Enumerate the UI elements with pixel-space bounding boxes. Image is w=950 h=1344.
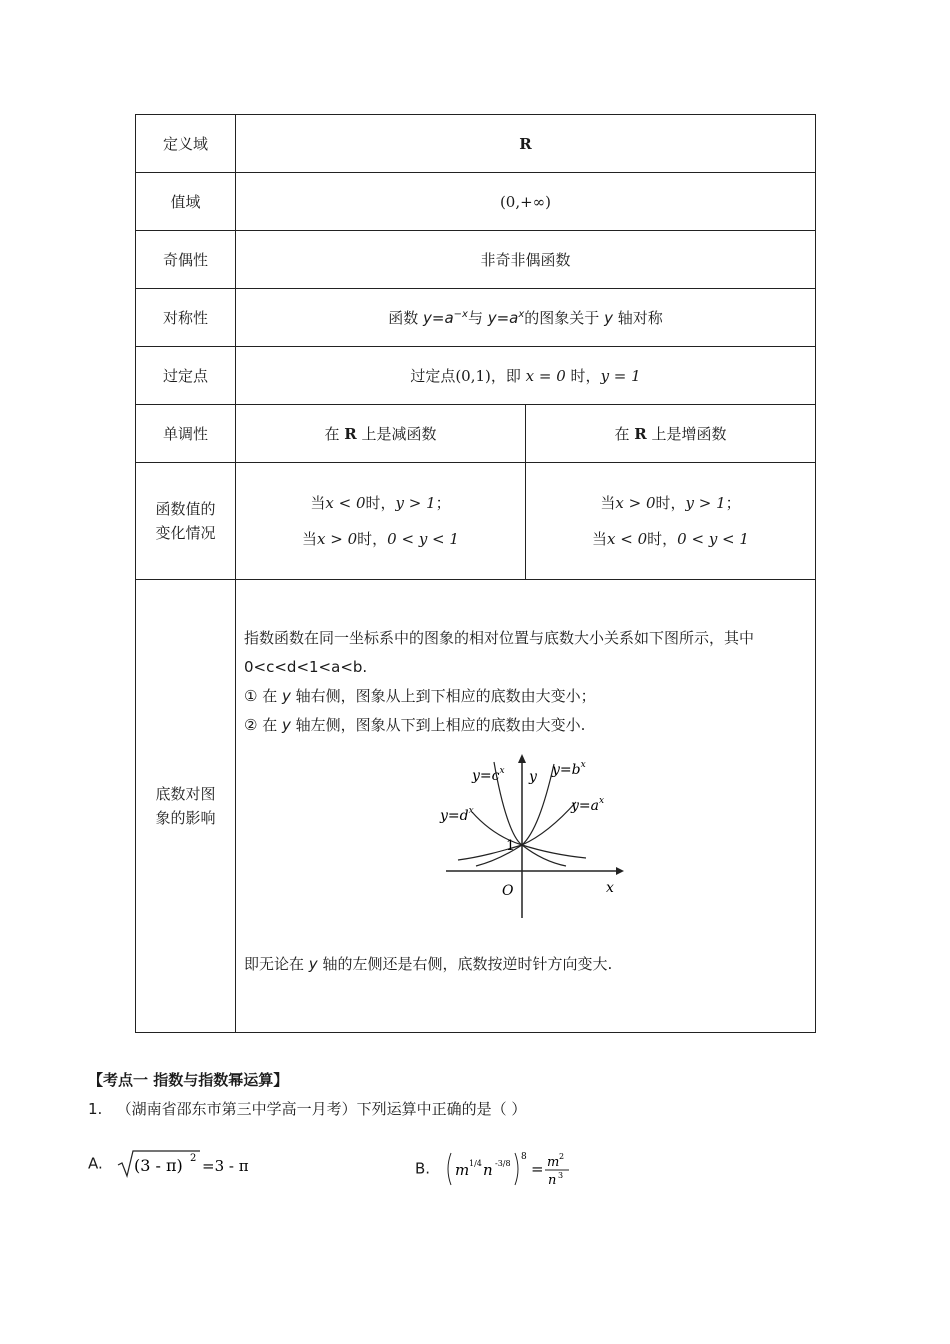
option-b: B. m 1/4 n -3/8 8 = m 2 n 3 <box>415 1149 575 1189</box>
svg-text:2: 2 <box>189 1153 196 1164</box>
label-range: 值域 <box>136 173 236 231</box>
label-one: 1 <box>506 838 515 854</box>
svg-text:=3 - π: =3 - π <box>201 1157 249 1175</box>
base-effect-text: 指数函数在同一坐标系中的图象的相对位置与底数大小关系如下图所示，其中 0<c<d<1<a<b. ① 在 y 轴右侧，图象从上到下相应的底数由大变小； ② 在 y 轴左侧，图象从下到上相应的底数由大变小. <box>244 629 755 734</box>
value-symmetry: 函数 $y=a^{-x}$与 $y=a^x$的图象关于 y 轴对称 <box>236 289 816 347</box>
label-fixed-point: 过定点 <box>136 347 236 405</box>
question-1: 1. （湖南省邵东市第三中学高一月考）下列运算中正确的是（ ） <box>88 1100 527 1118</box>
value-monotonic-increasing: 在 R 上是增函数 <box>526 405 816 463</box>
label-curve-b: $y=b^x$ <box>552 760 586 778</box>
base-effect-cell <box>236 580 816 1033</box>
svg-text:n: n <box>482 1161 493 1179</box>
svg-text:2: 2 <box>558 1152 564 1161</box>
svg-text:m: m <box>546 1155 560 1170</box>
curve-a <box>458 802 576 860</box>
label-y-axis: y <box>529 769 537 785</box>
svg-text:-3/8: -3/8 <box>494 1159 511 1168</box>
base-effect-conclusion: 即无论在 y 轴的左侧还是右侧，底数按逆时针方向变大. <box>244 955 613 973</box>
svg-text:(3 - π): (3 - π) <box>133 1156 183 1175</box>
option-a: A. (3 - π) 2 =3 - π <box>88 1149 258 1179</box>
label-domain: 定义域 <box>136 115 236 173</box>
value-fixed-point: 过定点(0,1)，即 x = 0 时，y = 1 <box>236 347 816 405</box>
label-parity: 奇偶性 <box>136 231 236 289</box>
label-curve-d: $y=d^x$ <box>440 806 474 824</box>
value-domain: R <box>236 115 816 173</box>
section-heading: 【考点一 指数与指数幂运算】 <box>88 1071 289 1089</box>
y-axis-arrow <box>518 754 526 763</box>
svg-text:n: n <box>547 1173 557 1188</box>
value-change-left: 当x < 0时，y > 1； 当x > 0时，0 < y < 1 <box>236 463 526 580</box>
svg-text:m: m <box>454 1161 470 1179</box>
label-value-change: 函数值的 变化情况 <box>136 463 236 580</box>
label-x-axis: x <box>606 880 614 896</box>
exponential-graph <box>436 750 636 920</box>
label-origin: O <box>502 883 514 899</box>
x-axis-arrow <box>616 867 624 875</box>
label-curve-a: $y=a^x$ <box>571 796 605 814</box>
label-base-effect: 底数对图 象的影响 <box>136 580 236 1033</box>
label-monotonicity: 单调性 <box>136 405 236 463</box>
value-range: (0,+∞) <box>236 173 816 231</box>
properties-table <box>135 114 816 1033</box>
label-symmetry: 对称性 <box>136 289 236 347</box>
option-a-formula <box>108 1149 258 1179</box>
value-parity: 非奇非偶函数 <box>236 231 816 289</box>
value-change-right: 当x > 0时，y > 1； 当x < 0时，0 < y < 1 <box>526 463 816 580</box>
svg-text:=: = <box>530 1160 544 1178</box>
svg-text:8: 8 <box>520 1152 527 1162</box>
svg-text:1/4: 1/4 <box>468 1159 482 1168</box>
label-curve-c: $y=c^x$ <box>472 766 505 784</box>
svg-text:3: 3 <box>557 1171 563 1180</box>
curve-d <box>472 812 586 858</box>
option-b-formula <box>435 1149 575 1189</box>
value-monotonic-decreasing: 在 R 上是减函数 <box>236 405 526 463</box>
